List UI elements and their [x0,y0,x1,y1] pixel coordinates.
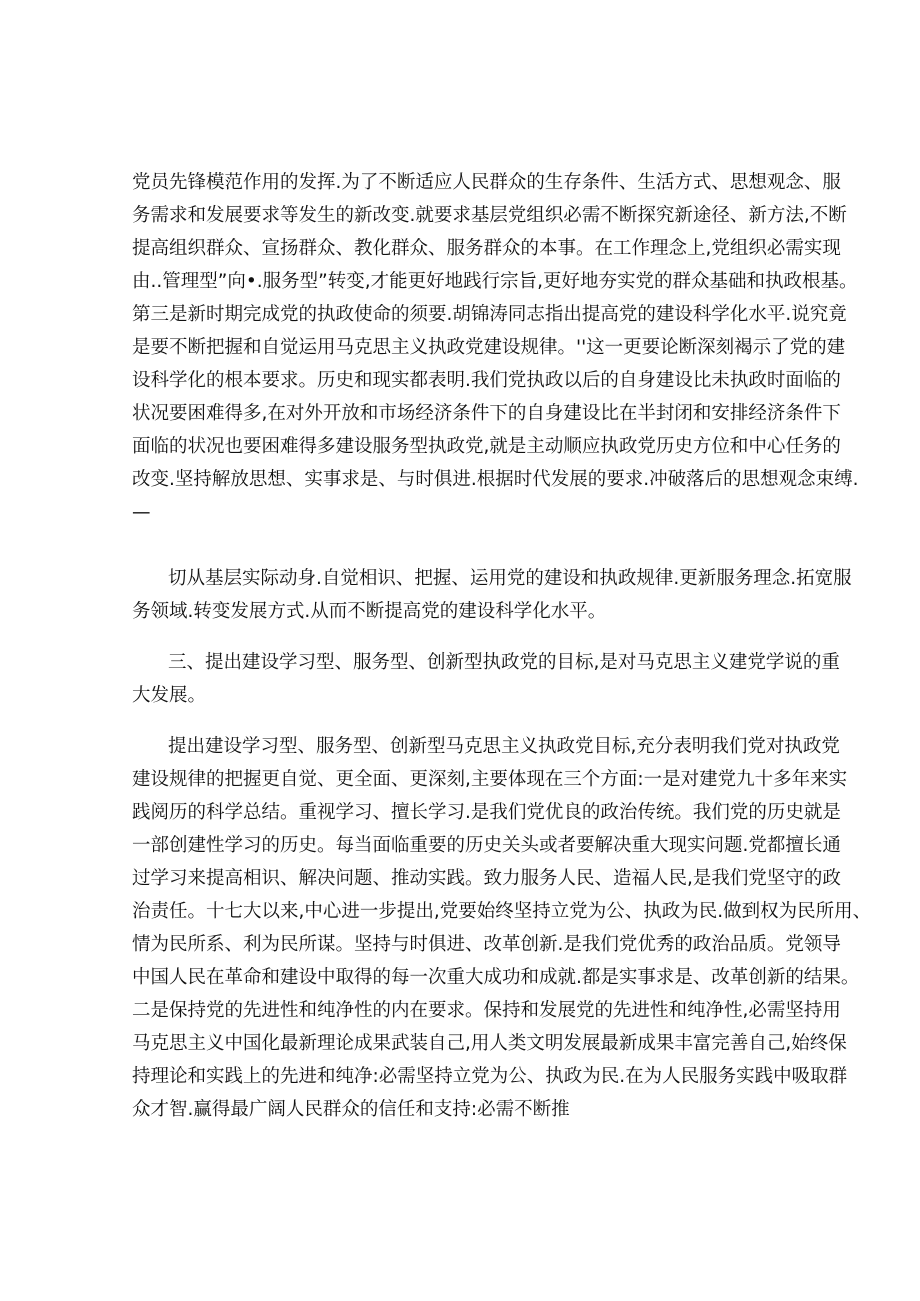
text-line-17: 建设规律的把握更自觉、更全面、更深刻,主要体现在三个方面:一是对建党九十多年来实 [132,769,848,790]
text-line-27: 众才智.赢得最广阔人民群众的信任和支持:必需不断推 [132,1099,570,1120]
text-line-12: 切从基层实际动身.自觉相识、把握、运用党的建设和执政规律.更新服务理念.拓宽服 [168,568,852,589]
text-line-19: 一部创建性学习的历史。每当面临重要的历史关头或者要解决重大现实问题.党都擅长通 [132,835,841,856]
text-line-20: 过学习来提高相识、解决问题、推动实践。致力服务人民、造福人民,是我们党坚守的政 [132,868,841,889]
text-line-8: 状况要困难得多,在对外开放和市场经济条件下的自身建设比在半封闭和安排经济条件下 [132,403,841,424]
text-line-7: 设科学化的根本要求。历史和现实都表明.我们党执政以后的自身建设比未执政时面临的 [132,370,841,391]
text-line-2: 务需求和发展要求等发生的新改变.就要求基层党组织必需不断探究新途径、新方法,不断 [132,205,847,226]
text-line-1: 党员先锋模范作用的发挥.为了不断适应人民群众的生存条件、生活方式、思想观念、服 [132,172,841,193]
text-line-4: 由..管理型”向•.服务型”转变,才能更好地践行宗旨,更好地夯实党的群众基础和执政根基。 [132,271,858,292]
text-line-3: 提高组织群众、宣扬群众、教化群众、服务群众的本事。在工作理念上,党组织必需实现 [132,238,841,259]
text-line-16: 提出建设学习型、服务型、创新型马克思主义执政党目标,充分表明我们党对执政党 [168,736,840,757]
text-line-5: 第三是新时期完成党的执政使命的须要.胡锦涛同志指出提高党的建设科学化水平.说究竟 [132,304,847,325]
text-line-11: — [132,502,151,523]
text-line-18: 践阅历的科学总结。重视学习、擅长学习.是我们党优良的政治传统。我们党的历史就是 [132,802,841,823]
text-line-26: 持理论和实践上的先进和纯净:必需坚持立党为公、执政为民.在为人民服务实践中吸取群 [132,1066,848,1087]
text-line-9: 面临的状况也要困难得多建设服务型执政党,就是主动顺应执政党历史方位和中心任务的 [132,436,841,457]
text-line-22: 情为民所系、利为民所谋。坚持与时俱进、改革创新.是我们党优秀的政治品质。党领导 [132,934,841,955]
text-line-25: 马克思主义中国化最新理论成果武装自己,用人类文明发展最新成果丰富完善自己,始终保 [132,1033,847,1054]
text-line-24: 二是保持党的先进性和纯净性的内在要求。保持和发展党的先进性和纯净性,必需坚持用 [132,1000,841,1021]
text-line-21: 治责任。十七大以来,中心进一步提出,党要始终坚持立党为公、执政为民.做到权为民所用、 [132,901,872,922]
text-line-6: 是要不断把握和自觉运用马克思主义执政党建设规律。''这一更要论断深刻褐示了党的建 [132,337,846,358]
section-heading-line-2: 大发展。 [132,685,207,706]
text-line-13: 务领域.转变发展方式.从而不断提高党的建设科学化水平。 [132,601,607,622]
section-heading-line-1: 三、提出建设学习型、服务型、创新型执政党的目标,是对马克思主义建党学说的重 [168,652,840,673]
text-line-10: 改变.坚持解放思想、实事求是、与时俱进.根据时代发展的要求.冲破落后的思想观念束缚. [132,469,859,490]
text-line-23: 中国人民在革命和建设中取得的每一次重大成功和成就.都是实事求是、改革创新的结果。 [132,967,860,988]
